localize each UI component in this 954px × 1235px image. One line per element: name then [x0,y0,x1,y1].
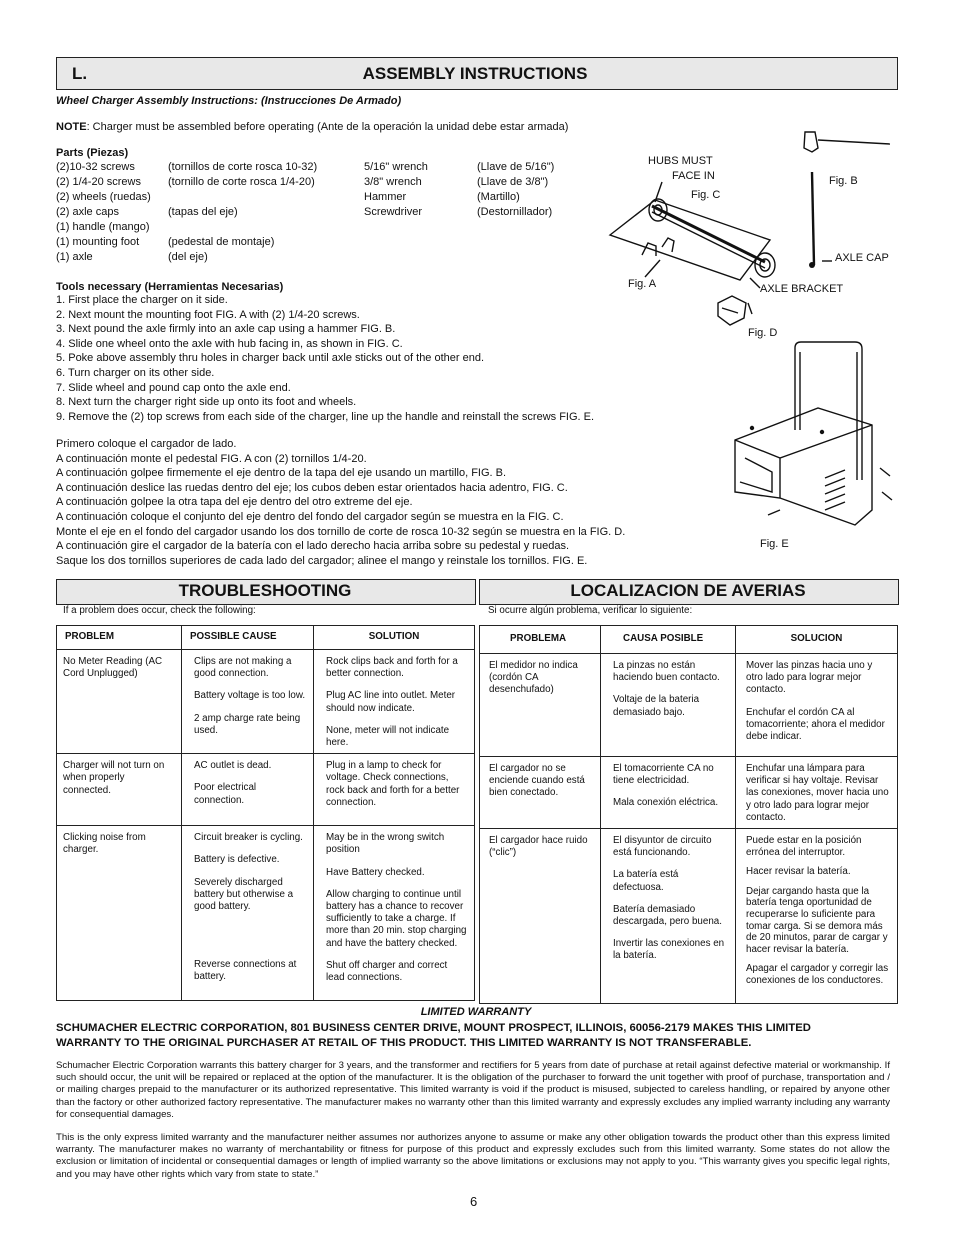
warranty-paragraph: This is the only express limited warranty and the manufacturer neither assumes nor authorizes anyone to assume or make any other obligation towards the product other than this express limited warranty. The manufacturer makes no warranty of merchantability or fitness for purpose of this product and expressly excludes such from this limited warranty. Some states do not allow the exclusion or limitation of incidental or consequential damages or length of implied warranty so the above limitations or exclusions may not apply to you. “This warranty gives you specific legal rights, and you may have other rights which vary from state to state.” [56,1132,890,1180]
step-es: A continuación gire el cargador de la batería con el lado derecho hacia arriba sobre su pedestal y ruedas. [56,540,570,553]
cause-cell: El tomacorriente CA no tiene electricidad. [613,763,714,787]
solution-cell: Dejar cargando hasta que la batería tenga oportunidad de recuperarse lo suficiente para tomar carga. Si se demora más de 20 minutos, parar de cargar y hacer revisar la batería. [746,885,888,955]
page-number: 6 [470,1194,478,1209]
cause-cell: Clips are not making a good connection. [194,656,292,680]
step-es: Saque los dos tornillos superiores de cada lado del cargador; alinee el mango y reinstale los tornillos. FIG. E. [56,554,588,567]
solution-cell: Shut off charger and correct lead connections. [326,959,448,984]
cause-cell: Batería demasiado descargada, pero buena. [613,903,722,928]
cause-cell: Circuit breaker is cycling. [194,832,303,844]
parts-list [56,160,616,268]
part-item: (2) 1/4-20 screws [56,176,141,188]
warranty-headline-line: SCHUMACHER ELECTRIC CORPORATION, 801 BUSINESS CENTER DRIVE, MOUNT PROSPECT, ILLINOIS, 60056-2179 MAKES THIS LIMITED [56,1022,811,1034]
table-row [480,654,898,757]
step: 1. First place the charger on it side. [56,294,228,306]
warranty-headline [56,1021,906,1051]
column-header: PROBLEMA [480,626,601,654]
table-row [57,754,475,826]
localizacion-intro: Si ocurre algún problema, verificar lo siguiente: [488,605,693,616]
parts-heading: Parts (Piezas) [56,147,129,159]
step-es: Monte el eje en el fondo del cargador usando los dos tornillo de corte de rosca 10-32 según se muestra en la FIG. D. [56,525,626,538]
tool-es: (Llave de 5/16") [477,161,555,173]
cause-cell: Battery voltage is too low. [194,690,306,702]
label-fig-c: Fig. C [691,189,721,201]
step: 7. Slide wheel and pound cap onto the axle end. [56,381,291,394]
step-es: A continuación golpee la otra tapa del eje dentro del otro extreme del eje. [56,496,413,509]
step-es: Primero coloque el cargador de lado. [56,438,237,450]
note-text: : Charger must be assembled before operating (Ante de la operación la unidad debe estar armada) [86,121,569,133]
axle-bracket [718,296,746,325]
label-fig-e: Fig. E [760,538,789,550]
cause-cell: Voltaje de la bateria demasiado bajo. [613,694,700,718]
part-item: (1) handle (mango) [56,221,150,233]
part-item: (2) wheels (ruedas) [56,191,151,203]
cause-cell: Poor electrical connection. [194,782,257,806]
solution-cell: Mover las pinzas hacia uno y otro lado para lograr mejor contacto. [746,660,873,696]
problem-cell: El medidor no indica (cordón CA desenchufado) [489,660,578,696]
table-row [57,650,475,754]
problem-cell: Clicking noise from charger. [63,832,146,856]
solution-cell: Enchufar una lámpara para verificar si hay voltaje. Revisar las conexiones, mover hacia uno y otro lado para lograr mejor contacto. [746,763,889,823]
tool-item: Hammer [364,191,407,203]
table-row [480,757,898,829]
note [56,120,568,135]
localizacion-title: LOCALIZACION DE AVERIAS [570,581,806,600]
cause-cell: Mala conexión eléctrica. [613,797,719,809]
cause-cell: Invertir las conexiones en la batería. [613,938,725,962]
column-header: SOLUCION [736,626,898,654]
cause-cell: Reverse connections at battery. [194,959,297,983]
troubleshooting-title: TROUBLESHOOTING [178,581,352,600]
column-header: POSSIBLE CAUSE [182,626,314,650]
cause-cell: El disyuntor de circuito está funcionando. [613,835,712,859]
part-es: (tornillo de corte rosca 1/4-20) [168,176,315,188]
problem-cell: El cargador no se enciende cuando está bien conectado. [489,763,585,799]
cause-cell: Battery is defective. [194,854,280,866]
tool-es: (Destornillador) [477,206,553,218]
steps-list [56,293,656,428]
cause-cell: 2 amp charge rate being used. [194,712,301,736]
label-fig-b: Fig. B [829,175,858,187]
problem-cell: El cargador hace ruido (“clic”) [489,835,588,859]
warranty-title: LIMITED WARRANTY [420,1006,532,1018]
charger-body [735,408,872,525]
tool-item: Screwdriver [364,206,423,218]
solution-cell: None, meter will not indicate here. [326,724,450,749]
step: 9. Remove the (2) top screws from each side of the charger, line up the handle and reinstall the screws FIG. E. [56,410,595,423]
troubleshooting-table [56,625,475,1001]
step: 8. Next turn the charger right side up onto its foot and wheels. [56,396,357,409]
assembly-illustrations [600,120,900,560]
step: 2. Next mount the mounting foot FIG. A with (2) 1/4-20 screws. [56,308,360,321]
tool-es: (Martillo) [477,191,520,203]
cause-cell: La pinzas no están haciendo buen contacto. [613,660,720,684]
step: 5. Poke above assembly thru holes in charger back until axle sticks out of the other end. [56,352,485,365]
solution-cell: Enchufar el cordón CA al tomacorriente; ahora el medidor debe indicar. [746,706,885,743]
problem-cell: Charger will not turn on when properly connected. [63,760,165,796]
axle-rod [812,172,814,265]
step: 6. Turn charger on its other side. [56,367,215,379]
assembly-instructions-title: ASSEMBLY INSTRUCTIONS [362,64,588,83]
part-es: (pedestal de montaje) [168,236,275,248]
step: 4. Slide one wheel onto the axle with hub facing in, as shown in FIG. C. [56,337,403,350]
column-header: SOLUTION [314,626,475,650]
note-label: NOTE [56,121,87,133]
label-axle-cap: AXLE CAP [835,252,889,264]
solution-cell: Apagar el cargador y corregir las conexiones de los conductores. [746,963,889,986]
axle-drawing [652,206,765,262]
part-es: (del eje) [168,251,208,263]
warranty-paragraph: Schumacher Electric Corporation warrants this battery charger for 3 years, and the transformer and rectifiers for 5 years from date of purchase at retail against defective material or workmanship. If such should occur, the unit will be repaired or replaced at the option of the manufacturer. It is the obligation of the purchaser to forward the unit together with proof of purchase, transportation and / or mailing charges prepaid to the manufacturer or its authorized representative. This limited warranty is void if the product is misused, subjected to careless handling, or repaired by anyone other than the factory or other authorized factory representative. The manufacturer makes no warranty other than this limited warranty and expressly excludes any implied warranty including any warranty for consequential damages. [56,1060,890,1120]
solution-cell: Allow charging to continue until battery has a chance to recover sufficiently to take a charge. If more than 20 min. stop charging and have the battery checked. [326,888,467,949]
solution-cell: Plug in a lamp to check for voltage. Check connections, rock back and forth for a better connection. [326,760,460,808]
tool-item: 3/8" wrench [364,176,422,188]
hammer-icon [804,132,818,152]
solution-cell: Rock clips back and forth for a better connection. [326,656,458,680]
cause-cell: AC outlet is dead. [194,760,272,772]
troubleshooting-intro: If a problem does occur, check the following: [63,605,256,616]
problem-cell: No Meter Reading (AC Cord Unplugged) [63,656,163,680]
table-row [57,826,475,1001]
part-es: (tapas del eje) [168,206,238,218]
label-axle-bracket: AXLE BRACKET [760,283,844,295]
label-face-in: FACE IN [672,170,715,182]
solution-cell: Have Battery checked. [326,866,425,878]
tool-item: 5/16" wrench [364,161,428,173]
solution-cell: Hacer revisar la batería. [746,866,851,878]
solution-cell: May be in the wrong switch position [326,832,445,856]
column-header: CAUSA POSIBLE [601,626,736,654]
charger-base-plate [610,200,770,280]
tool-es: (Llave de 3/8") [477,176,549,188]
tools-heading: Tools necessary (Herramientas Necesarias) [56,281,284,293]
label-fig-a: Fig. A [628,278,657,290]
step-es: A continuación deslice las ruedas dentro del eje; los cubos deben estar orientados hacia adentro, FIG. C. [56,481,568,494]
step: 3. Next pound the axle firmly into an axle cap using a hammer FIG. B. [56,323,396,336]
step-es: A continuación monte el pedestal FIG. A con (2) tornillos 1/4-20. [56,452,367,465]
label-hubs-must: HUBS MUST [648,155,713,167]
warranty-headline-line: WARRANTY TO THE ORIGINAL PURCHASER AT RETAIL OF THIS PRODUCT. THIS LIMITED WARRANTY IS NOT TRANSFERABLE. [56,1037,752,1049]
label-fig-d: Fig. D [748,327,778,339]
column-header: PROBLEM [57,626,182,650]
step-es: A continuación golpee firmemente el eje dentro de la tapa del eje usando un martillo, FIG. B. [56,467,507,480]
cause-cell: Severely discharged battery but otherwise a good battery. [194,876,294,913]
solution-cell: Puede estar en la posición errónea del interruptor. [746,835,862,858]
localizacion-table [479,625,898,1004]
solution-cell: Plug AC line into outlet. Meter should now indicate. [326,690,456,714]
section-letter: L. [72,64,88,83]
part-item: (1) mounting foot [56,236,140,248]
cause-cell: La batería está defectuosa. [613,869,679,893]
table-row [480,829,898,1004]
assembly-subtitle: Wheel Charger Assembly Instructions: (Instrucciones De Armado) [56,95,402,107]
part-item: (2) axle caps [56,206,119,218]
part-item: (1) axle [56,251,93,263]
step-es: A continuación coloque el conjunto del eje dentro del fondo del cargador según se muestra en la FIG. C. [56,511,564,523]
part-es: (tornillos de corte rosca 10-32) [168,161,318,173]
part-item: (2)10-32 screws [56,161,135,173]
